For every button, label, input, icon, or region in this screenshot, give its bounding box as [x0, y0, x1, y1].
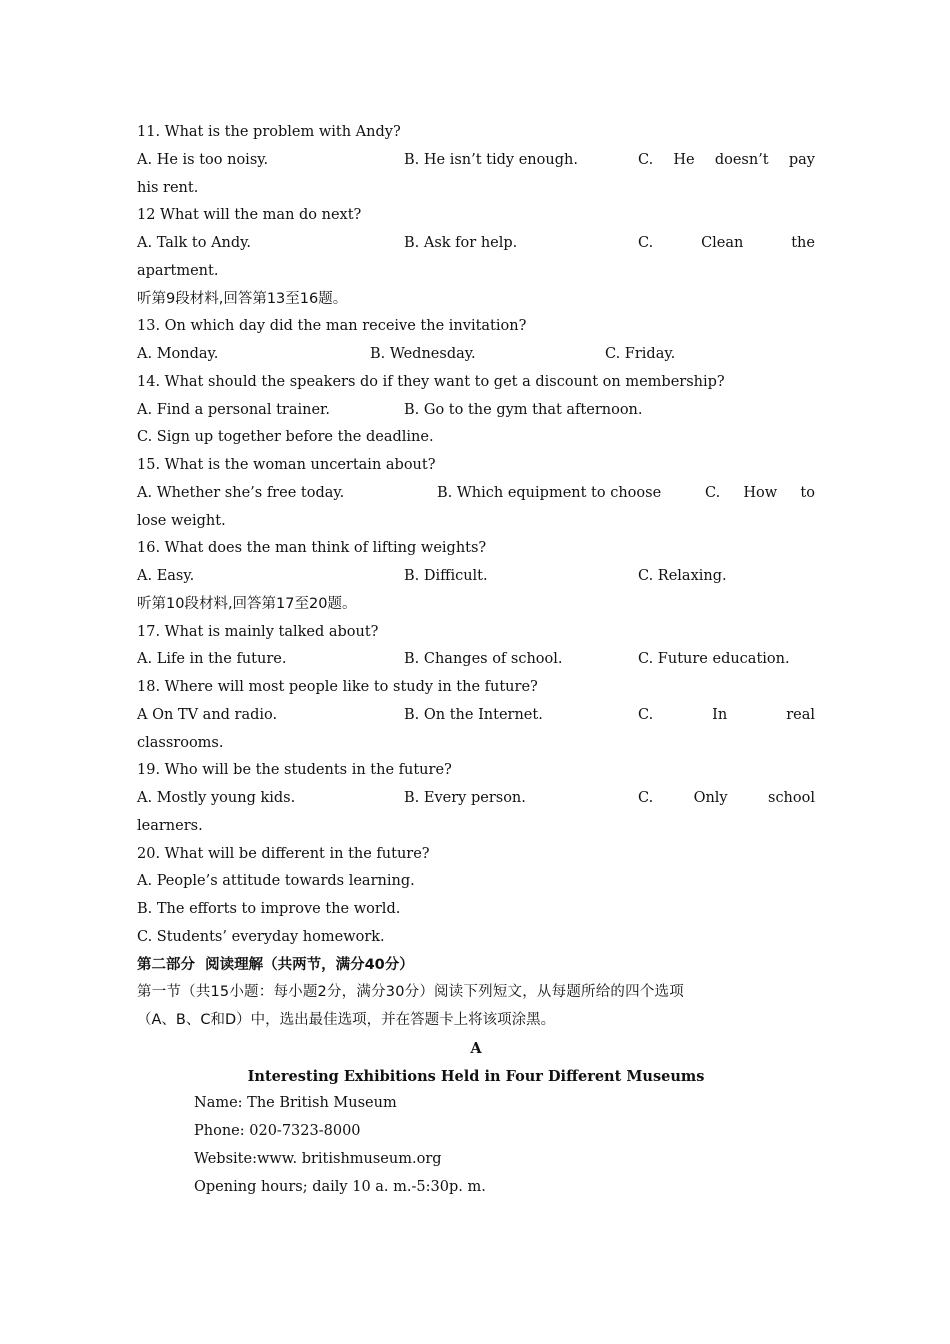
q13-options [137, 341, 815, 369]
q14-options [137, 397, 815, 425]
section1-instructions-line1: 第一节（共15小题：每小题2分，满分30分）阅读下列短文，从每题所给的四个选项 [137, 984, 684, 1001]
q17-option-a: A. Life in the future. [137, 651, 287, 668]
q16-options [137, 563, 815, 591]
q16-stem: 16. What does the man think of lifting weights? [137, 540, 487, 557]
q18-stem: 18. Where will most people like to study in the future? [137, 679, 538, 695]
q14-option-b: B. Go to the gym that afternoon. [404, 401, 643, 418]
q12-option-a: A. Talk to Andy. [137, 235, 252, 251]
q11-options [137, 147, 815, 175]
q13-stem: 13. On which day did the man receive the invitation? [137, 318, 527, 335]
q16-option-b: B. Difficult. [404, 568, 488, 584]
q18-option-c-cont: classrooms. [137, 734, 224, 751]
q18-options [137, 702, 815, 730]
section-10-heading: 听第10段材料,回答第17至20题。 [137, 595, 357, 612]
q11-option-b: B. He isn’t tidy enough. [404, 151, 578, 168]
q12-option-c: C. Clean the [638, 235, 815, 251]
q14-option-a: A. Find a personal trainer. [137, 401, 330, 418]
q11-option-a: A. He is too noisy. [137, 151, 269, 168]
q20-option-c: C. Students’ everyday homework. [137, 928, 385, 945]
q16-option-a: A. Easy. [137, 568, 195, 584]
q19-option-c: C. Only school [638, 790, 815, 806]
q15-option-c-cont: lose weight. [137, 512, 226, 529]
section1-instructions-line2: （A、B、C和D）中，选出最佳选项，并在答题卡上将该项涂黑。 [137, 1012, 556, 1028]
q17-stem: 17. What is mainly talked about? [137, 623, 379, 640]
q19-option-b: B. Every person. [404, 790, 526, 806]
q20-stem: 20. What will be different in the future? [137, 845, 430, 862]
q14-option-c: C. Sign up together before the deadline. [137, 429, 434, 446]
q11-stem: 11. What is the problem with Andy? [137, 124, 401, 140]
q15-option-c: C. How to [705, 484, 815, 501]
q15-option-b: B. Which equipment to choose [437, 484, 662, 501]
museum-website: Website:www. britishmuseum.org [194, 1150, 442, 1167]
q17-option-c: C. Future education. [638, 651, 790, 668]
q19-option-c-cont: learners. [137, 817, 203, 834]
museum-phone: Phone: 020-7323-8000 [194, 1123, 361, 1139]
q14-stem: 14. What should the speakers do if they want to get a discount on membership? [137, 373, 725, 390]
part2-title: 第二部分 阅读理解（共两节，满分40分） [137, 956, 414, 973]
q17-options [137, 646, 815, 674]
section-9-heading: 听第9段材料,回答第13至16题。 [137, 290, 348, 307]
q20-option-a: A. People’s attitude towards learning. [137, 873, 415, 890]
q15-options [137, 480, 815, 508]
q15-stem: 15. What is the woman uncertain about? [137, 457, 436, 473]
q12-option-b: B. Ask for help. [404, 235, 518, 251]
q17-option-b: B. Changes of school. [404, 651, 563, 668]
passage-title: Interesting Exhibitions Held in Four Different Museums [247, 1067, 705, 1085]
q19-stem: 19. Who will be the students in the future? [137, 762, 452, 779]
museum-name: Name: The British Museum [194, 1095, 397, 1112]
q12-option-c-cont: apartment. [137, 262, 219, 279]
q12-options [137, 230, 815, 258]
q16-option-c: C. Relaxing. [638, 568, 727, 584]
q12-stem: 12 What will the man do next? [137, 207, 362, 224]
q13-option-c: C. Friday. [605, 346, 676, 362]
museum-hours: Opening hours; daily 10 a. m.-5:30p. m. [194, 1178, 486, 1195]
q13-option-b: B. Wednesday. [370, 346, 476, 362]
q18-option-c: C. In real [638, 706, 815, 723]
q19-option-a: A. Mostly young kids. [137, 790, 296, 806]
q11-option-c: C. He doesn’t pay [638, 151, 815, 168]
q18-option-b: B. On the Internet. [404, 706, 543, 723]
q11-option-c-cont: his rent. [137, 179, 199, 196]
q18-option-a: A On TV and radio. [137, 706, 278, 723]
passage-label: A [470, 1039, 482, 1057]
q13-option-a: A. Monday. [137, 346, 219, 362]
q19-options [137, 785, 815, 813]
exam-page [137, 119, 815, 1201]
q15-option-a: A. Whether she’s free today. [137, 484, 345, 501]
q20-option-b: B. The efforts to improve the world. [137, 901, 401, 917]
